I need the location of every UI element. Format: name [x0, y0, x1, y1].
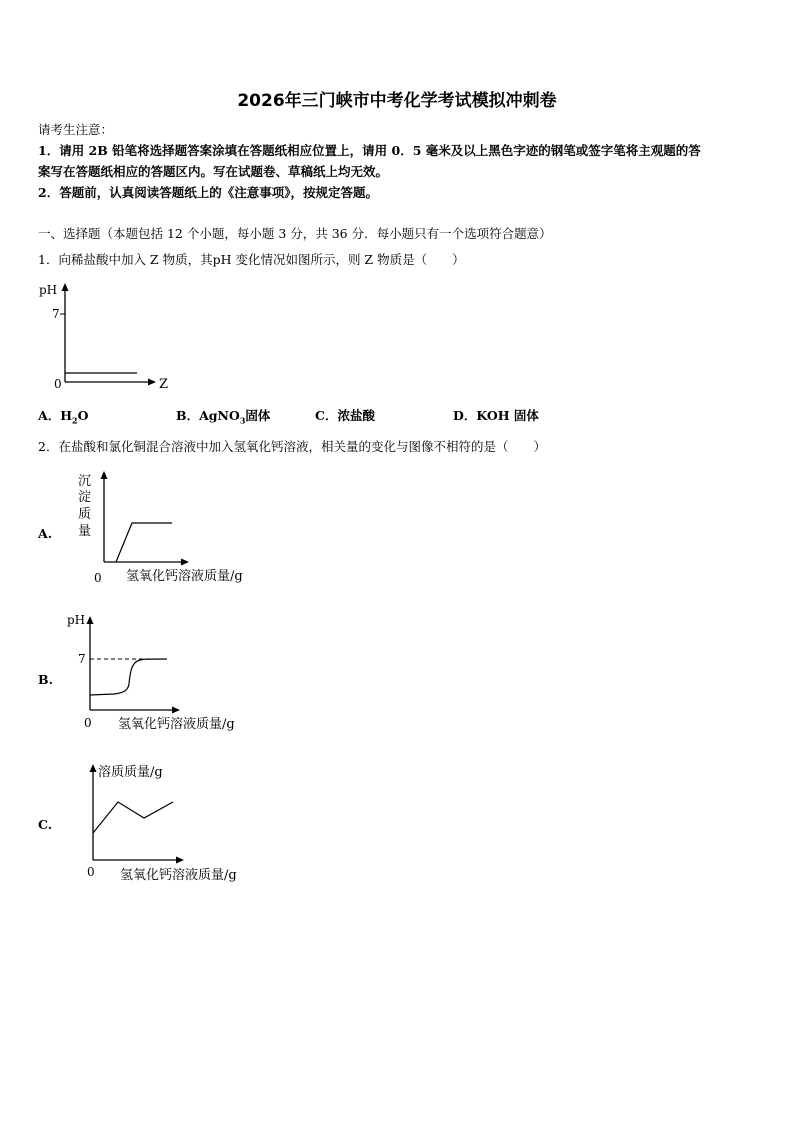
q2-option-b-label[interactable]: B. [38, 672, 53, 687]
x-axis-label: 氢氧化钙溶液质量/g [126, 569, 243, 584]
y-axis-arrow [90, 764, 97, 772]
y-tick-label: 7 [52, 307, 60, 321]
q1-option-a-suffix: O [77, 408, 89, 423]
q2-option-a-graph [70, 468, 270, 586]
x-axis-label: 氢氧化钙溶液质量/g [118, 717, 235, 732]
q2-option-c-graph [64, 758, 274, 886]
y-label-char-1: 沉 [78, 474, 92, 489]
q2-option-a-label[interactable]: A. [38, 526, 53, 541]
question-1-stem: 1．向稀盐酸中加入 Z 物质，其pH 变化情况如图所示，则 Z 物质是（ ） [38, 252, 465, 267]
x-axis-label: 氢氧化钙溶液质量/g [120, 868, 237, 883]
origin-label: 0 [94, 571, 102, 585]
q1-option-b-suffix: 固体 [245, 408, 271, 423]
x-axis-arrow [148, 379, 156, 386]
ph-curve [90, 659, 167, 695]
q2-option-b-graph [62, 610, 272, 736]
notice-item-1-line-2: 案写在答题纸相应的答题区内。写在试题卷、草稿纸上均无效。 [38, 164, 389, 179]
q1-option-a[interactable] [38, 406, 88, 426]
q1-option-c[interactable]: C．浓盐酸 [315, 408, 375, 423]
y-axis-label: pH [39, 283, 58, 297]
y-axis-arrow [62, 283, 69, 291]
notice-heading: 请考生注意： [38, 122, 114, 137]
origin-label: 0 [54, 377, 62, 391]
precipitate-curve [116, 523, 172, 562]
notice-item-1-line-1: 1．请用 2B 铅笔将选择题答案涂填在答题纸相应位置上，请用 0．5 毫米及以上黑色字迹的钢笔或签字笔将主观题的答 [38, 143, 701, 158]
y-axis-arrow [87, 616, 94, 624]
q1-option-a-sub: 2 [72, 415, 78, 426]
x-axis-label: Z [159, 377, 169, 392]
y-label-char-2: 淀 [78, 490, 92, 505]
y-axis-label: pH [67, 613, 86, 627]
solute-mass-curve [93, 802, 173, 833]
q1-option-b[interactable] [176, 406, 270, 426]
y-axis-arrow [101, 471, 108, 479]
page-title: 2026年三门峡市中考化学考试模拟冲刺卷 [237, 91, 557, 111]
q1-option-b-text: B．AgNO [176, 408, 240, 423]
x-axis-arrow [172, 707, 180, 714]
y-label-char-4: 量 [78, 524, 92, 539]
question-1-graph [34, 278, 184, 396]
x-axis-arrow [176, 857, 184, 864]
notice-item-2: 2．答题前，认真阅读答题纸上的《注意事项》，按规定答题。 [38, 185, 378, 200]
q2-option-c-label[interactable]: C. [38, 817, 53, 832]
x-axis-arrow [181, 559, 189, 566]
origin-label: 0 [84, 716, 92, 730]
section-heading: 一、选择题（本题包括 12 个小题，每小题 3 分，共 36 分．每小题只有一个选项符合题意） [38, 226, 552, 241]
q1-option-b-sub: 3 [239, 415, 246, 426]
y-tick-label: 7 [78, 652, 86, 666]
q1-option-a-text: A．H [38, 408, 73, 423]
q1-option-d[interactable]: D．KOH 固体 [453, 408, 539, 423]
y-label-char-3: 质 [78, 507, 92, 522]
y-axis-label: 溶质质量/g [98, 765, 163, 780]
question-2-stem: 2．在盐酸和氯化铜混合溶液中加入氢氧化钙溶液，相关量的变化与图像不相符的是（ ） [38, 439, 546, 454]
origin-label: 0 [87, 865, 95, 879]
